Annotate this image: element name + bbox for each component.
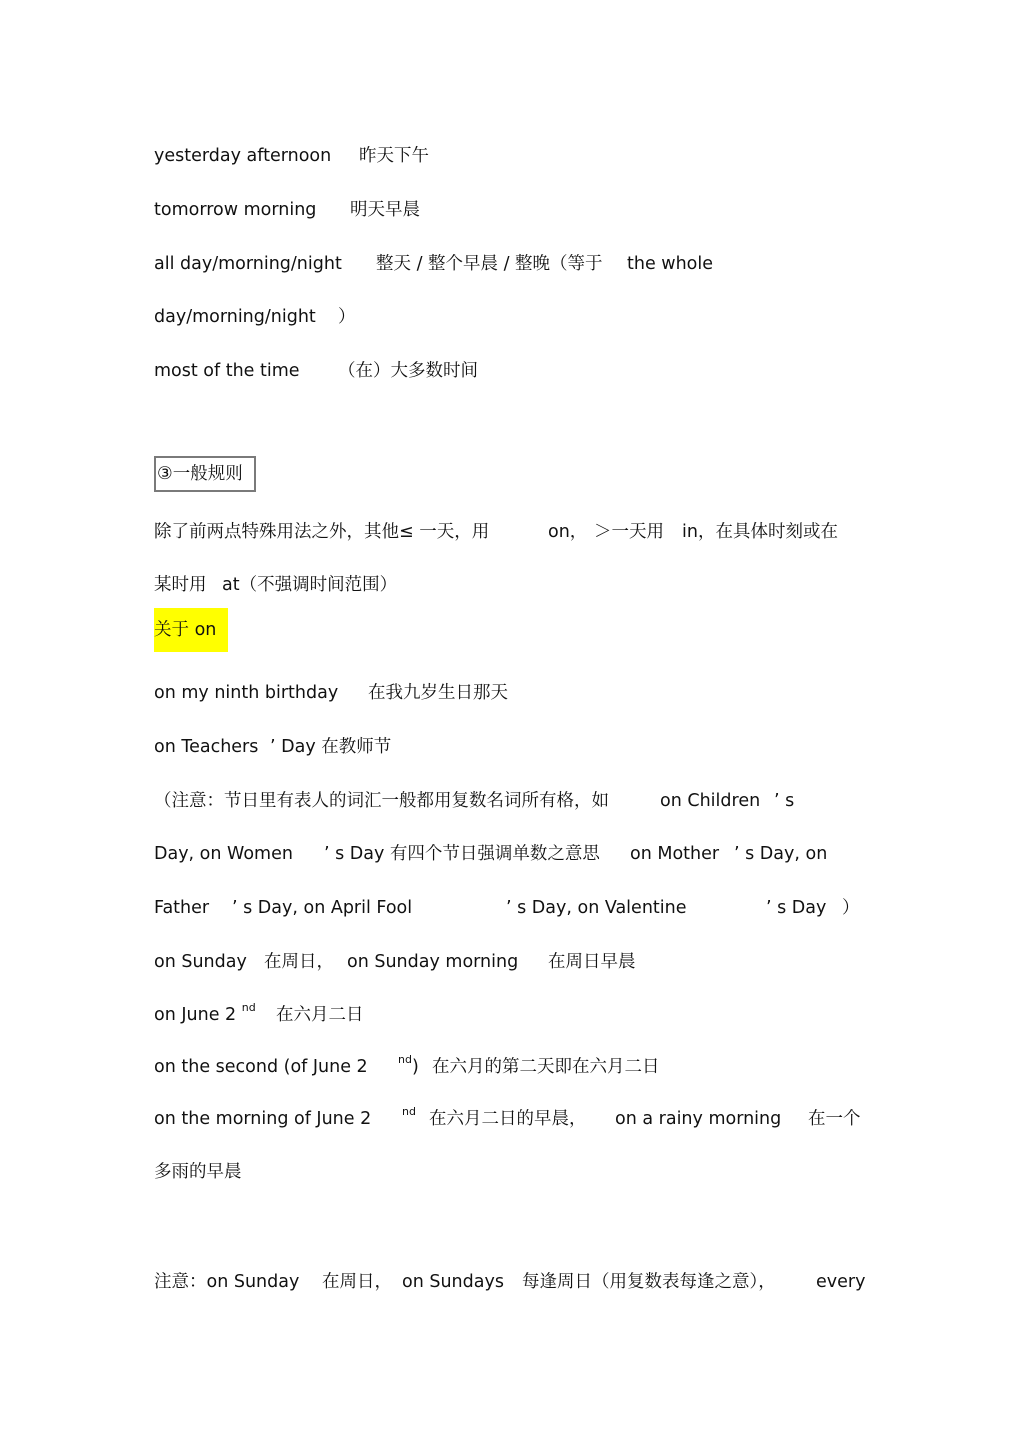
highlight-label <box>154 608 228 652</box>
document-page: yesterday afternoon 昨天下午 tomorrow morning 明天早晨 all day/morning/night 整天 / 整个早晨 / 整晚（等于 the whole day/morning/night ） most of the time （在）大多数时间 ③一般规则 除了前两点特殊用法之外，其他≤ 一天，用 on， ＞一天用 in，在具体时刻或在 某时用 at（不强调时间范围） 关于 on on my ninth birthday 在我九岁生日那天 on Teachers ’ Day 在教师节 （注意：节日里有表人的词汇一般都用复数名词所有格，如 on Children ’ s Day, on Women ’ s Day 有四个节日强调单数之意思 on Mother ’ s Day, on Father ’ s Day, on April Fool ’ s Day, on Valentine ’ s Day ） on Sunday 在周日， on Sunday morning 在周日早晨 on June 2 $^{nd}$ 在六月二日 on the second (of June 2 $^{nd}$) 在六月的第二天即在六月二日 on the morning of June 2 $^{nd}$ 在六月二日的早晨， on a rainy morning 在一个 多雨的早晨 注意：on Sunday 在周日， on Sundays 每逢周日（用复数表每逢之意）， every <box>154 146 866 1292</box>
highlight-text: 关于 on <box>154 620 217 640</box>
section-label-box: ③一般规则 <box>154 456 256 492</box>
